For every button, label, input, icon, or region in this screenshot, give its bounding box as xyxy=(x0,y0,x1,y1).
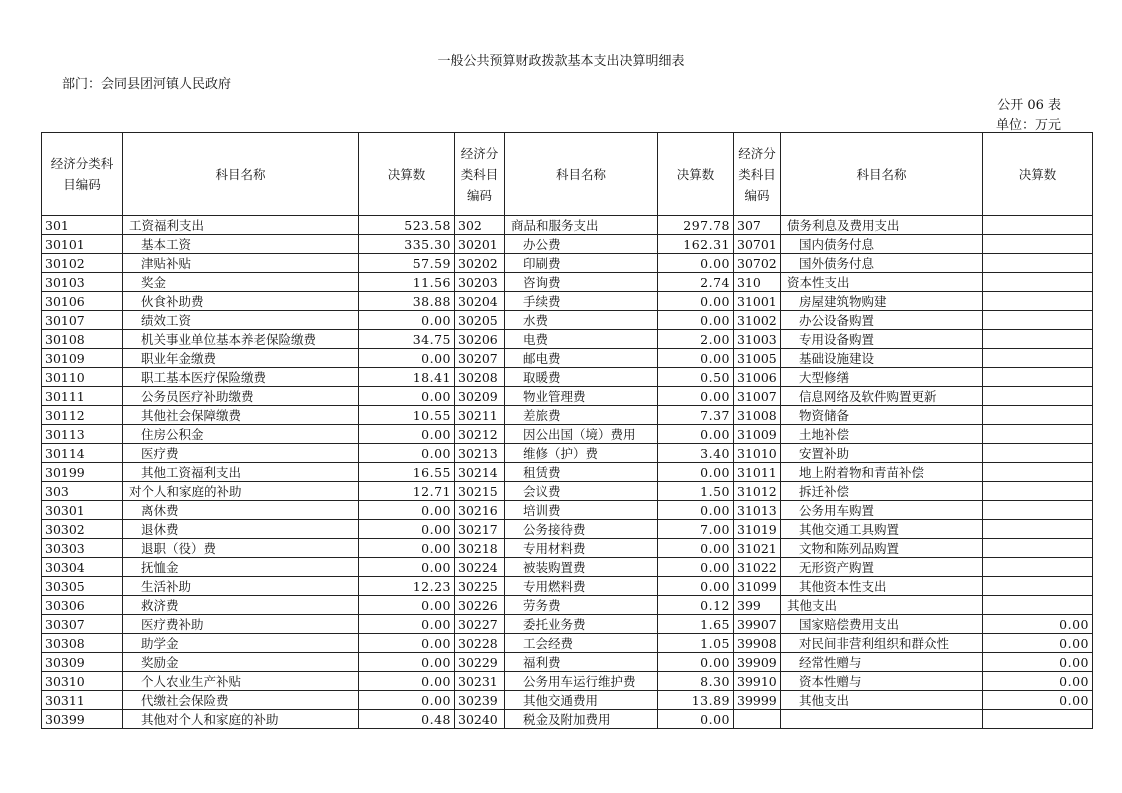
code-cell: 31010 xyxy=(734,444,781,463)
subject-name-cell: 其他工资福利支出 xyxy=(123,463,359,482)
amount-cell: 0.00 xyxy=(359,311,455,330)
subject-name-cell: 无形资产购置 xyxy=(781,558,983,577)
amount-cell: 297.78 xyxy=(658,216,734,235)
code-cell: 31012 xyxy=(734,482,781,501)
amount-cell: 0.00 xyxy=(983,672,1093,691)
subject-name-cell: 经常性赠与 xyxy=(781,653,983,672)
amount-cell: 0.00 xyxy=(658,463,734,482)
subject-name-cell: 信息网络及软件购置更新 xyxy=(781,387,983,406)
code-cell: 39908 xyxy=(734,634,781,653)
amount-cell: 0.00 xyxy=(983,634,1093,653)
code-cell: 30114 xyxy=(42,444,123,463)
amount-cell xyxy=(983,311,1093,330)
subject-name-cell: 伙食补助费 xyxy=(123,292,359,311)
code-cell: 39910 xyxy=(734,672,781,691)
subject-name-cell: 邮电费 xyxy=(505,349,658,368)
code-cell: 30207 xyxy=(455,349,505,368)
amount-cell: 0.00 xyxy=(359,596,455,615)
table-row xyxy=(42,520,1093,539)
code-cell: 30102 xyxy=(42,254,123,273)
code-cell: 310 xyxy=(734,273,781,292)
amount-cell: 1.05 xyxy=(658,634,734,653)
subject-name-cell: 税金及附加费用 xyxy=(505,710,658,729)
subject-name-cell: 维修（护）费 xyxy=(505,444,658,463)
code-cell: 30213 xyxy=(455,444,505,463)
code-cell: 30307 xyxy=(42,615,123,634)
subject-name-cell: 医疗费补助 xyxy=(123,615,359,634)
code-cell: 30306 xyxy=(42,596,123,615)
amount-cell xyxy=(983,235,1093,254)
amount-cell xyxy=(983,349,1093,368)
amount-cell: 0.00 xyxy=(658,387,734,406)
subject-name-cell: 绩效工资 xyxy=(123,311,359,330)
code-cell: 30202 xyxy=(455,254,505,273)
code-cell: 31005 xyxy=(734,349,781,368)
amount-cell xyxy=(983,273,1093,292)
table-row xyxy=(42,311,1093,330)
subject-name-cell: 其他资本性支出 xyxy=(781,577,983,596)
amount-cell xyxy=(983,463,1093,482)
subject-name-cell: 手续费 xyxy=(505,292,658,311)
amount-cell: 0.00 xyxy=(359,425,455,444)
amount-cell xyxy=(983,330,1093,349)
table-row xyxy=(42,235,1093,254)
table-row xyxy=(42,292,1093,311)
code-cell: 30217 xyxy=(455,520,505,539)
subject-name-cell: 离休费 xyxy=(123,501,359,520)
code-cell: 302 xyxy=(455,216,505,235)
header-name-2: 科目名称 xyxy=(505,133,658,216)
amount-cell xyxy=(983,368,1093,387)
code-cell: 30701 xyxy=(734,235,781,254)
subject-name-cell: 专用设备购置 xyxy=(781,330,983,349)
code-cell: 31011 xyxy=(734,463,781,482)
code-cell: 307 xyxy=(734,216,781,235)
amount-cell: 0.00 xyxy=(359,539,455,558)
subject-name-cell: 国外债务付息 xyxy=(781,254,983,273)
code-cell: 30225 xyxy=(455,577,505,596)
code-cell: 39909 xyxy=(734,653,781,672)
subject-name-cell: 文物和陈列品购置 xyxy=(781,539,983,558)
table-row xyxy=(42,672,1093,691)
code-cell: 31022 xyxy=(734,558,781,577)
code-cell: 303 xyxy=(42,482,123,501)
amount-cell: 1.50 xyxy=(658,482,734,501)
amount-cell xyxy=(983,577,1093,596)
subject-name-cell: 物资储备 xyxy=(781,406,983,425)
code-cell: 30111 xyxy=(42,387,123,406)
header-amount-3: 决算数 xyxy=(983,133,1093,216)
subject-name-cell: 奖励金 xyxy=(123,653,359,672)
code-cell: 30211 xyxy=(455,406,505,425)
code-cell: 30239 xyxy=(455,691,505,710)
code-cell: 39907 xyxy=(734,615,781,634)
subject-name-cell: 其他社会保障缴费 xyxy=(123,406,359,425)
header-name-1: 科目名称 xyxy=(123,133,359,216)
code-cell: 30113 xyxy=(42,425,123,444)
code-cell: 30206 xyxy=(455,330,505,349)
code-cell: 30212 xyxy=(455,425,505,444)
subject-name-cell: 水费 xyxy=(505,311,658,330)
amount-cell: 0.00 xyxy=(658,425,734,444)
subject-name-cell: 国家赔偿费用支出 xyxy=(781,615,983,634)
amount-cell: 57.59 xyxy=(359,254,455,273)
subject-name-cell: 房屋建筑物购建 xyxy=(781,292,983,311)
amount-cell: 12.71 xyxy=(359,482,455,501)
subject-name-cell: 被装购置费 xyxy=(505,558,658,577)
table-row xyxy=(42,425,1093,444)
unit-label: 单位：万元 xyxy=(995,118,1061,133)
table-body xyxy=(42,216,1093,729)
subject-name-cell: 个人农业生产补贴 xyxy=(123,672,359,691)
code-cell: 30204 xyxy=(455,292,505,311)
amount-cell: 10.55 xyxy=(359,406,455,425)
code-cell: 31003 xyxy=(734,330,781,349)
code-cell: 30226 xyxy=(455,596,505,615)
subject-name-cell: 退职（役）费 xyxy=(123,539,359,558)
amount-cell xyxy=(983,387,1093,406)
subject-name-cell: 办公费 xyxy=(505,235,658,254)
subject-name-cell: 机关事业单位基本养老保险缴费 xyxy=(123,330,359,349)
table-row xyxy=(42,387,1093,406)
amount-cell: 8.30 xyxy=(658,672,734,691)
subject-name-cell: 办公设备购置 xyxy=(781,311,983,330)
amount-cell xyxy=(983,425,1093,444)
code-cell: 31021 xyxy=(734,539,781,558)
subject-name-cell: 助学金 xyxy=(123,634,359,653)
code-cell: 31099 xyxy=(734,577,781,596)
table-row xyxy=(42,653,1093,672)
header-code-2: 经济分类科目编码 xyxy=(455,133,505,216)
amount-cell: 0.00 xyxy=(983,691,1093,710)
amount-cell: 0.00 xyxy=(658,539,734,558)
subject-name-cell: 咨询费 xyxy=(505,273,658,292)
code-cell: 30308 xyxy=(42,634,123,653)
amount-cell: 0.00 xyxy=(359,672,455,691)
subject-name-cell: 生活补助 xyxy=(123,577,359,596)
subject-name-cell: 电费 xyxy=(505,330,658,349)
subject-name-cell: 债务利息及费用支出 xyxy=(781,216,983,235)
code-cell: 30399 xyxy=(42,710,123,729)
code-cell: 30214 xyxy=(455,463,505,482)
amount-cell xyxy=(983,254,1093,273)
subject-name-cell: 医疗费 xyxy=(123,444,359,463)
subject-name-cell: 其他支出 xyxy=(781,691,983,710)
amount-cell: 0.00 xyxy=(359,387,455,406)
code-cell: 30216 xyxy=(455,501,505,520)
subject-name-cell: 土地补偿 xyxy=(781,425,983,444)
code-cell: 30218 xyxy=(455,539,505,558)
amount-cell: 335.30 xyxy=(359,235,455,254)
amount-cell xyxy=(983,539,1093,558)
amount-cell xyxy=(983,710,1093,729)
amount-cell: 7.00 xyxy=(658,520,734,539)
table-row xyxy=(42,273,1093,292)
code-cell: 31002 xyxy=(734,311,781,330)
subject-name-cell: 基本工资 xyxy=(123,235,359,254)
subject-name-cell: 奖金 xyxy=(123,273,359,292)
amount-cell xyxy=(983,482,1093,501)
code-cell: 31008 xyxy=(734,406,781,425)
amount-cell: 0.00 xyxy=(658,254,734,273)
code-cell: 30203 xyxy=(455,273,505,292)
code-cell: 30305 xyxy=(42,577,123,596)
amount-cell: 0.00 xyxy=(983,615,1093,634)
table-row xyxy=(42,406,1093,425)
table-row xyxy=(42,368,1093,387)
code-cell: 30301 xyxy=(42,501,123,520)
subject-name-cell: 租赁费 xyxy=(505,463,658,482)
code-cell: 31001 xyxy=(734,292,781,311)
amount-cell: 1.65 xyxy=(658,615,734,634)
table-row xyxy=(42,710,1093,729)
amount-cell: 0.00 xyxy=(359,501,455,520)
code-cell: 30311 xyxy=(42,691,123,710)
table-row xyxy=(42,254,1093,273)
code-cell xyxy=(734,710,781,729)
amount-cell: 2.00 xyxy=(658,330,734,349)
code-cell: 31013 xyxy=(734,501,781,520)
code-cell: 30209 xyxy=(455,387,505,406)
subject-name-cell: 专用材料费 xyxy=(505,539,658,558)
header-amount-2: 决算数 xyxy=(658,133,734,216)
amount-cell: 0.00 xyxy=(359,615,455,634)
subject-name-cell: 其他支出 xyxy=(781,596,983,615)
subject-name-cell: 工资福利支出 xyxy=(123,216,359,235)
table-row xyxy=(42,463,1093,482)
code-cell: 30108 xyxy=(42,330,123,349)
code-cell: 30227 xyxy=(455,615,505,634)
subject-name-cell: 津贴补贴 xyxy=(123,254,359,273)
code-cell: 30110 xyxy=(42,368,123,387)
amount-cell: 0.00 xyxy=(658,558,734,577)
amount-cell: 0.00 xyxy=(359,558,455,577)
report-title: 一般公共预算财政拨款基本支出决算明细表 xyxy=(437,54,685,69)
subject-name-cell: 专用燃料费 xyxy=(505,577,658,596)
amount-cell: 523.58 xyxy=(359,216,455,235)
amount-cell xyxy=(983,406,1093,425)
code-cell: 30103 xyxy=(42,273,123,292)
code-cell: 30205 xyxy=(455,311,505,330)
code-cell: 30303 xyxy=(42,539,123,558)
amount-cell: 16.55 xyxy=(359,463,455,482)
code-cell: 30304 xyxy=(42,558,123,577)
code-cell: 30229 xyxy=(455,653,505,672)
amount-cell: 162.31 xyxy=(658,235,734,254)
amount-cell: 0.00 xyxy=(658,577,734,596)
code-cell: 30101 xyxy=(42,235,123,254)
code-cell: 30309 xyxy=(42,653,123,672)
amount-cell: 0.00 xyxy=(359,691,455,710)
code-cell: 30228 xyxy=(455,634,505,653)
subject-name-cell: 商品和服务支出 xyxy=(505,216,658,235)
header-code-1: 经济分类科目编码 xyxy=(42,133,123,216)
code-cell: 30208 xyxy=(455,368,505,387)
table-row xyxy=(42,330,1093,349)
amount-cell: 3.40 xyxy=(658,444,734,463)
amount-cell: 0.12 xyxy=(658,596,734,615)
code-cell: 30702 xyxy=(734,254,781,273)
amount-cell: 0.48 xyxy=(359,710,455,729)
subject-name-cell: 基础设施建设 xyxy=(781,349,983,368)
amount-cell: 0.00 xyxy=(359,520,455,539)
code-cell: 30109 xyxy=(42,349,123,368)
subject-name-cell: 取暖费 xyxy=(505,368,658,387)
amount-cell: 2.74 xyxy=(658,273,734,292)
amount-cell xyxy=(983,558,1093,577)
subject-name-cell: 拆迁补偿 xyxy=(781,482,983,501)
table-row xyxy=(42,691,1093,710)
subject-name-cell: 因公出国（境）费用 xyxy=(505,425,658,444)
table-row xyxy=(42,501,1093,520)
department-label: 部门：会同县团河镇人民政府 xyxy=(62,77,232,92)
amount-cell: 0.00 xyxy=(983,653,1093,672)
code-cell: 30201 xyxy=(455,235,505,254)
code-cell: 30240 xyxy=(455,710,505,729)
subject-name-cell: 国内债务付息 xyxy=(781,235,983,254)
form-number: 公开 06 表 xyxy=(997,98,1061,113)
subject-name-cell: 资本性支出 xyxy=(781,273,983,292)
table-row xyxy=(42,558,1093,577)
subject-name-cell: 安置补助 xyxy=(781,444,983,463)
expenditure-table xyxy=(41,132,1093,729)
amount-cell: 0.00 xyxy=(359,349,455,368)
code-cell: 30224 xyxy=(455,558,505,577)
header-row xyxy=(42,133,1093,216)
code-cell: 30107 xyxy=(42,311,123,330)
amount-cell: 0.00 xyxy=(658,653,734,672)
table-row xyxy=(42,634,1093,653)
header-code-3: 经济分类科目编码 xyxy=(734,133,781,216)
amount-cell: 0.00 xyxy=(658,349,734,368)
table-row xyxy=(42,539,1093,558)
subject-name-cell: 工会经费 xyxy=(505,634,658,653)
subject-name-cell: 其他交通工具购置 xyxy=(781,520,983,539)
subject-name-cell: 地上附着物和青苗补偿 xyxy=(781,463,983,482)
table-row xyxy=(42,615,1093,634)
amount-cell: 38.88 xyxy=(359,292,455,311)
amount-cell xyxy=(983,596,1093,615)
code-cell: 30199 xyxy=(42,463,123,482)
amount-cell: 7.37 xyxy=(658,406,734,425)
amount-cell xyxy=(983,292,1093,311)
subject-name-cell: 物业管理费 xyxy=(505,387,658,406)
table-row xyxy=(42,349,1093,368)
amount-cell: 0.00 xyxy=(658,501,734,520)
code-cell: 31007 xyxy=(734,387,781,406)
amount-cell: 0.00 xyxy=(658,710,734,729)
subject-name-cell: 公务用车购置 xyxy=(781,501,983,520)
amount-cell: 0.00 xyxy=(658,292,734,311)
subject-name-cell: 职工基本医疗保险缴费 xyxy=(123,368,359,387)
amount-cell: 0.00 xyxy=(658,311,734,330)
amount-cell: 0.00 xyxy=(359,444,455,463)
table-row xyxy=(42,216,1093,235)
subject-name-cell: 印刷费 xyxy=(505,254,658,273)
subject-name-cell: 抚恤金 xyxy=(123,558,359,577)
subject-name-cell: 代缴社会保险费 xyxy=(123,691,359,710)
code-cell: 30231 xyxy=(455,672,505,691)
subject-name-cell: 其他对个人和家庭的补助 xyxy=(123,710,359,729)
code-cell: 31006 xyxy=(734,368,781,387)
amount-cell: 0.00 xyxy=(359,634,455,653)
amount-cell: 12.23 xyxy=(359,577,455,596)
table-row xyxy=(42,444,1093,463)
table-row xyxy=(42,577,1093,596)
subject-name-cell: 公务员医疗补助缴费 xyxy=(123,387,359,406)
subject-name-cell: 公务用车运行维护费 xyxy=(505,672,658,691)
header-amount-1: 决算数 xyxy=(359,133,455,216)
code-cell: 30310 xyxy=(42,672,123,691)
amount-cell: 34.75 xyxy=(359,330,455,349)
code-cell: 30106 xyxy=(42,292,123,311)
code-cell: 39999 xyxy=(734,691,781,710)
subject-name-cell: 福利费 xyxy=(505,653,658,672)
subject-name-cell: 劳务费 xyxy=(505,596,658,615)
subject-name-cell: 职业年金缴费 xyxy=(123,349,359,368)
subject-name-cell: 救济费 xyxy=(123,596,359,615)
table-row xyxy=(42,482,1093,501)
amount-cell: 13.89 xyxy=(658,691,734,710)
subject-name-cell: 委托业务费 xyxy=(505,615,658,634)
amount-cell: 18.41 xyxy=(359,368,455,387)
subject-name-cell: 住房公积金 xyxy=(123,425,359,444)
code-cell: 30302 xyxy=(42,520,123,539)
amount-cell xyxy=(983,520,1093,539)
subject-name-cell: 差旅费 xyxy=(505,406,658,425)
subject-name-cell: 对民间非营利组织和群众性 xyxy=(781,634,983,653)
subject-name-cell: 其他交通费用 xyxy=(505,691,658,710)
code-cell: 30215 xyxy=(455,482,505,501)
code-cell: 31019 xyxy=(734,520,781,539)
amount-cell: 11.56 xyxy=(359,273,455,292)
code-cell: 31009 xyxy=(734,425,781,444)
subject-name-cell: 对个人和家庭的补助 xyxy=(123,482,359,501)
header-name-3: 科目名称 xyxy=(781,133,983,216)
subject-name-cell xyxy=(781,710,983,729)
code-cell: 30112 xyxy=(42,406,123,425)
subject-name-cell: 培训费 xyxy=(505,501,658,520)
table-row xyxy=(42,596,1093,615)
code-cell: 399 xyxy=(734,596,781,615)
amount-cell xyxy=(983,444,1093,463)
amount-cell xyxy=(983,501,1093,520)
subject-name-cell: 会议费 xyxy=(505,482,658,501)
code-cell: 301 xyxy=(42,216,123,235)
subject-name-cell: 大型修缮 xyxy=(781,368,983,387)
subject-name-cell: 退休费 xyxy=(123,520,359,539)
subject-name-cell: 资本性赠与 xyxy=(781,672,983,691)
amount-cell: 0.50 xyxy=(658,368,734,387)
subject-name-cell: 公务接待费 xyxy=(505,520,658,539)
amount-cell xyxy=(983,216,1093,235)
amount-cell: 0.00 xyxy=(359,653,455,672)
